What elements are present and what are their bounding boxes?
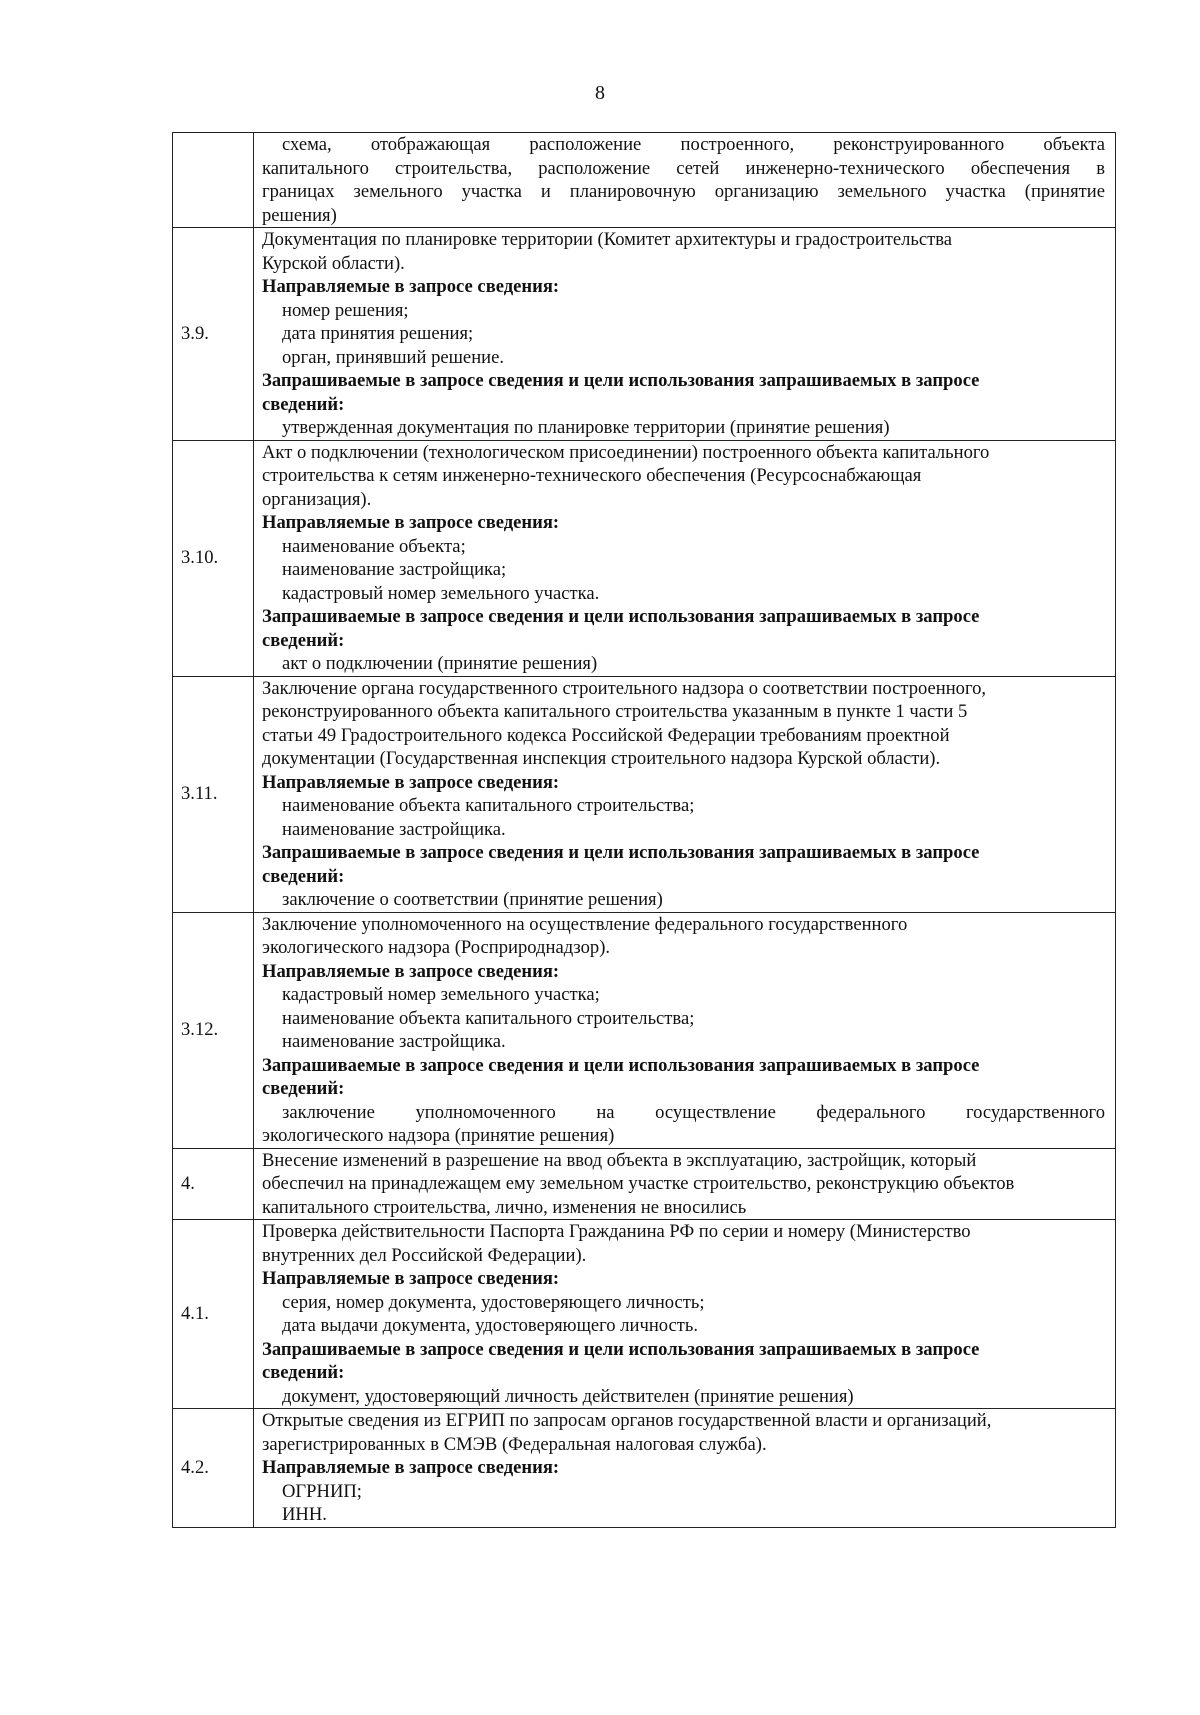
list-item: утвержденная документация по планировке территории (принятие решения) <box>282 417 890 438</box>
list-item: дата принятия решения; <box>282 323 474 344</box>
list-item: наименование объекта; <box>282 535 466 557</box>
list-item: наименование застройщика. <box>282 1031 506 1052</box>
row-content <box>254 676 1116 912</box>
table-row <box>173 912 1116 1148</box>
text-line: схема, отображающая расположение построенного, реконструированного объекта <box>282 134 1105 155</box>
section-heading: Запрашиваемые в запросе сведения и цели использования запрашиваемых в запросе <box>262 1338 980 1360</box>
section-heading: сведений: <box>262 1078 345 1099</box>
list-item: ОГРНИП; <box>282 1480 362 1502</box>
text-line: статьи 49 Градостроительного кодекса Российской Федерации требованиям проектной <box>262 724 950 746</box>
row-number: 4.1. <box>173 1220 254 1409</box>
list-item: кадастровый номер земельного участка. <box>282 582 600 604</box>
text-line: организация). <box>262 488 372 510</box>
text-line: капитального строительства, расположение сетей инженерно-технического обеспечения в <box>262 157 1105 179</box>
text-line: Заключение органа государственного строительного надзора о соответствии построенного, <box>262 677 987 699</box>
table-row <box>173 1148 1116 1220</box>
section-heading: сведений: <box>262 1362 345 1383</box>
requirements-table <box>172 132 1116 1528</box>
row-number: 4.2. <box>173 1409 254 1528</box>
text-line: Акт о подключении (технологическом присоединении) построенного объекта капитального <box>262 441 990 463</box>
list-item: документ, удостоверяющий личность действителен (принятие решения) <box>282 1385 854 1407</box>
section-heading: сведений: <box>262 629 345 651</box>
list-item: акт о подключении (принятие решения) <box>282 653 598 674</box>
row-content <box>254 440 1116 676</box>
section-heading: Направляемые в запросе сведения: <box>262 512 560 533</box>
list-item: ИНН. <box>282 1504 327 1525</box>
list-item: серия, номер документа, удостоверяющего личность; <box>282 1291 705 1313</box>
row-number: 3.11. <box>173 676 254 912</box>
table-row <box>173 1409 1116 1528</box>
list-item: кадастровый номер земельного участка; <box>282 984 600 1005</box>
table-row <box>173 1220 1116 1409</box>
section-heading: Направляемые в запросе сведения: <box>262 771 560 793</box>
page-number: 8 <box>595 82 605 104</box>
row-number: 3.10. <box>173 440 254 676</box>
text-line: внутренних дел Российской Федерации). <box>262 1244 587 1266</box>
list-item: заключение о соответствии (принятие решения) <box>282 889 663 910</box>
text-line: реконструированного объекта капитального строительства указанным в пункте 1 части 5 <box>262 701 968 722</box>
text-line: Открытые сведения из ЕГРИП по запросам органов государственной власти и организаций, <box>262 1410 992 1431</box>
row-number: 4. <box>173 1148 254 1220</box>
list-item: наименование застройщика. <box>282 818 506 840</box>
text-line: строительства к сетям инженерно-технического обеспечения (Ресурсоснабжающая <box>262 465 922 486</box>
table-row <box>173 440 1116 676</box>
section-heading: сведений: <box>262 393 345 415</box>
table-row <box>173 133 1116 228</box>
text-line: Документация по планировке территории (Комитет архитектуры и градостроительства <box>262 229 953 250</box>
row-number: 3.12. <box>173 912 254 1148</box>
section-heading: Направляемые в запросе сведения: <box>262 960 560 982</box>
list-item: наименование объекта капитального строительства; <box>282 795 695 816</box>
section-heading: Запрашиваемые в запросе сведения и цели использования запрашиваемых в запросе <box>262 1054 980 1076</box>
list-item: наименование объекта капитального строительства; <box>282 1007 695 1029</box>
text-line: экологического надзора (Росприроднадзор). <box>262 937 611 958</box>
section-heading: Направляемые в запросе сведения: <box>262 1457 560 1478</box>
text-line: экологического надзора (принятие решения) <box>262 1125 615 1146</box>
row-number <box>173 133 254 228</box>
text-line: Проверка действительности Паспорта Гражданина РФ по серии и номеру (Министерство <box>262 1221 971 1242</box>
text-line: зарегистрированных в СМЭВ (Федеральная налоговая служба). <box>262 1433 767 1455</box>
list-item: орган, принявший решение. <box>282 346 504 368</box>
row-content <box>254 133 1116 228</box>
text-line: решения) <box>262 204 337 226</box>
row-number: 3.9. <box>173 228 254 441</box>
section-heading: Запрашиваемые в запросе сведения и цели использования запрашиваемых в запросе <box>262 606 980 627</box>
text-line: Курской области). <box>262 252 405 274</box>
row-content <box>254 228 1116 441</box>
text-line: обеспечил на принадлежащем ему земельном участке строительство, реконструкцию объектов <box>262 1173 1015 1194</box>
row-content <box>254 912 1116 1148</box>
list-item: наименование застройщика; <box>282 559 507 580</box>
text-line: документации (Государственная инспекция строительного надзора Курской области). <box>262 748 941 769</box>
row-content <box>254 1220 1116 1409</box>
table-row <box>173 228 1116 441</box>
table-body <box>173 133 1116 1528</box>
section-heading: Запрашиваемые в запросе сведения и цели использования запрашиваемых в запросе <box>262 842 980 863</box>
text-line: заключение уполномоченного на осуществление федерального государственного <box>282 1101 1105 1123</box>
list-item: номер решения; <box>282 299 409 321</box>
table-row <box>173 676 1116 912</box>
section-heading: Запрашиваемые в запросе сведения и цели использования запрашиваемых в запросе <box>262 370 980 391</box>
section-heading: сведений: <box>262 865 345 887</box>
text-line: Заключение уполномоченного на осуществление федерального государственного <box>262 913 908 935</box>
text-line: границах земельного участка и планировочную организацию земельного участка (принятие <box>262 181 1105 202</box>
section-heading: Направляемые в запросе сведения: <box>262 276 560 297</box>
section-heading: Направляемые в запросе сведения: <box>262 1268 560 1289</box>
text-line: капитального строительства, лично, изменения не вносились <box>262 1196 747 1218</box>
row-content <box>254 1409 1116 1528</box>
row-content <box>254 1148 1116 1220</box>
list-item: дата выдачи документа, удостоверяющего личность. <box>282 1315 699 1336</box>
text-line: Внесение изменений в разрешение на ввод объекта в эксплуатацию, застройщик, который <box>262 1149 977 1171</box>
